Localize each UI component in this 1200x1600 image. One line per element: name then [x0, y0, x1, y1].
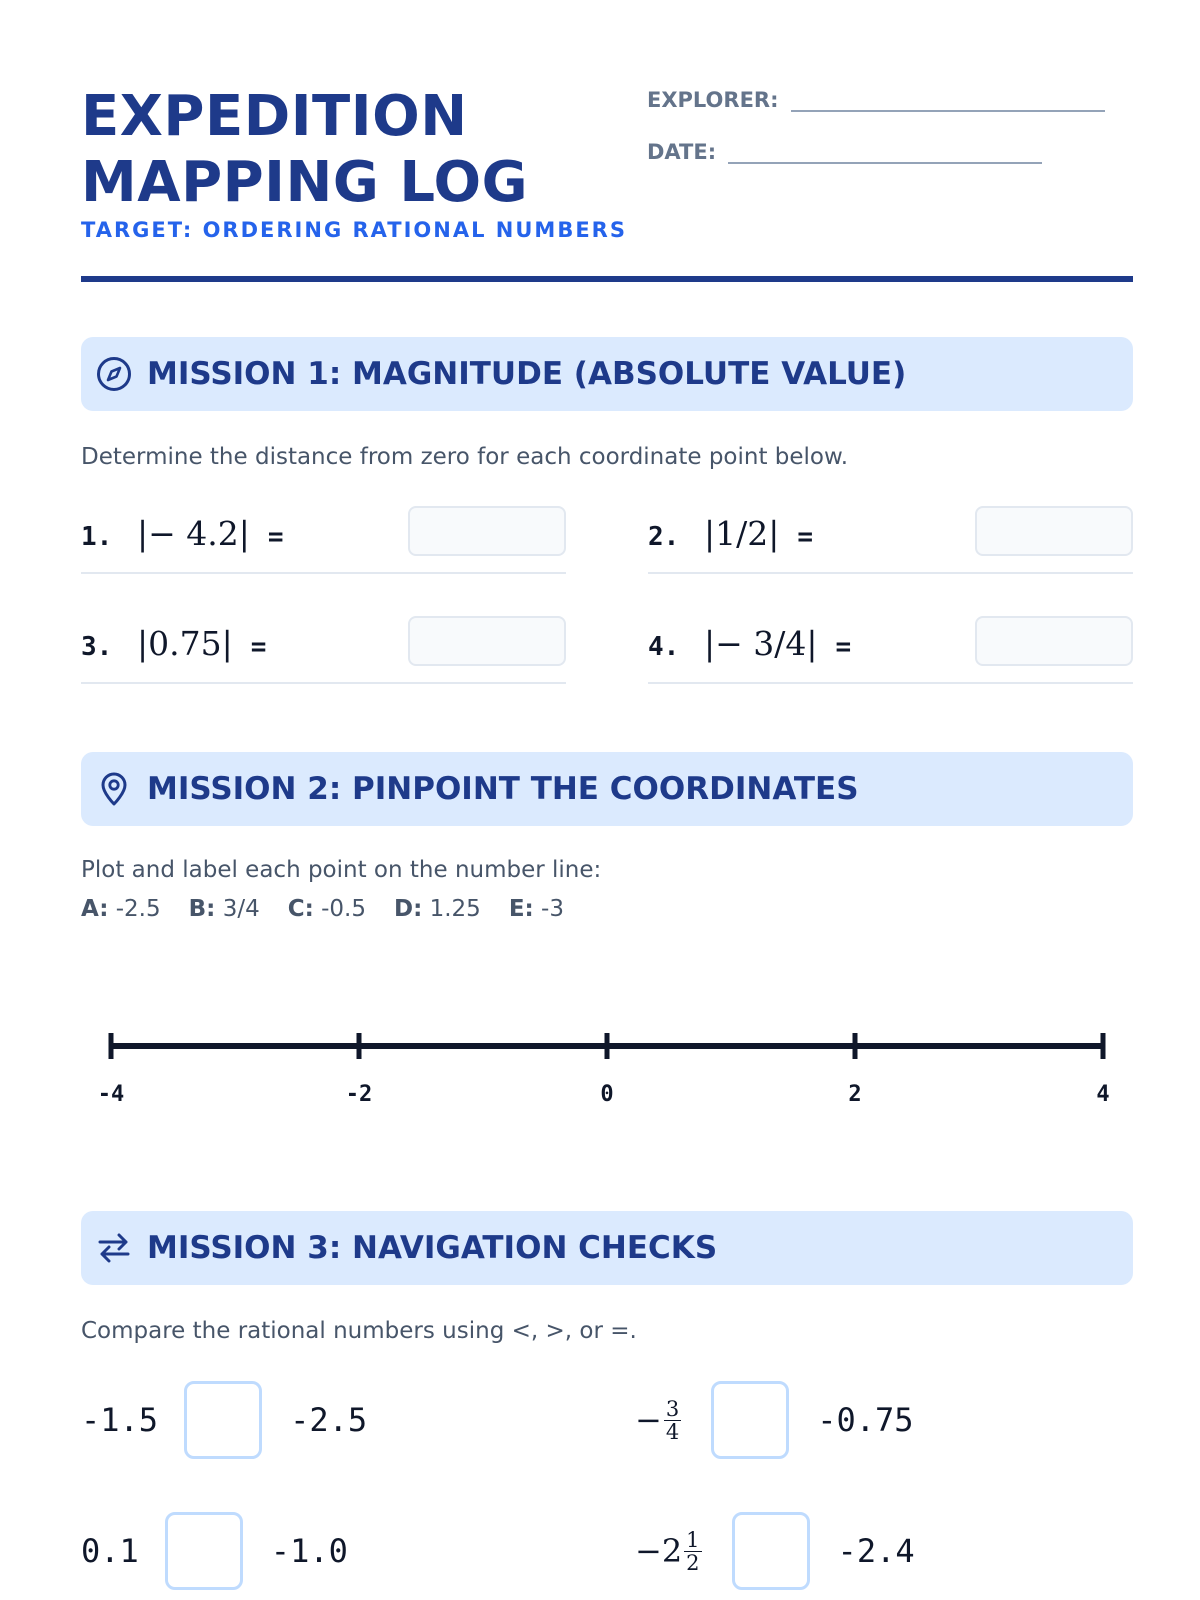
- point-c: [288, 896, 366, 922]
- point-value: 1.25: [429, 896, 481, 922]
- number-line-tick-label: -4: [97, 1082, 125, 1107]
- number-line[interactable]: [81, 1010, 1133, 1120]
- answer-box[interactable]: [408, 506, 566, 556]
- problem-expression: [137, 514, 284, 553]
- point-value: -0.5: [321, 896, 366, 922]
- points-list: [81, 896, 592, 922]
- number-line-tick-label: -2: [345, 1082, 373, 1107]
- answer-box[interactable]: [975, 616, 1133, 666]
- compare-answer-box[interactable]: [732, 1512, 810, 1590]
- point-value: 3/4: [222, 896, 260, 922]
- header-divider: [81, 276, 1133, 282]
- mission-3-banner: [81, 1211, 1133, 1285]
- mission-3-instructions: Compare the rational numbers using <, >, or =.: [81, 1318, 637, 1344]
- fraction-denominator: 2: [686, 1550, 700, 1575]
- comparison-2: [635, 1380, 914, 1460]
- equals-sign: =: [797, 522, 814, 552]
- right-value: -2.4: [837, 1532, 915, 1570]
- problem-number: 4.: [648, 632, 680, 662]
- left-fraction: [635, 1398, 681, 1443]
- point-value: -2.5: [115, 896, 161, 922]
- expression-text: |− 4.2|: [137, 514, 250, 553]
- comparison-1: [81, 1380, 367, 1460]
- problem-expression: [137, 624, 266, 663]
- date-field[interactable]: [728, 136, 1042, 164]
- date-label: DATE:: [647, 140, 717, 164]
- problem-expression: [704, 514, 813, 553]
- page-subtitle: TARGET: ORDERING RATIONAL NUMBERS: [81, 218, 627, 242]
- problem-2: [648, 506, 1133, 574]
- date-row: [647, 136, 1042, 164]
- fraction-stack: [684, 1529, 701, 1574]
- point-label: A:: [81, 896, 109, 922]
- mission-2-instructions: Plot and label each point on the number line:: [81, 857, 602, 883]
- point-b: [189, 896, 260, 922]
- problem-3: [81, 616, 566, 684]
- number-line-tick-label: 2: [848, 1082, 862, 1107]
- compare-answer-box[interactable]: [165, 1512, 243, 1590]
- compare-answer-box[interactable]: [711, 1381, 789, 1459]
- number-line-tick-label: 0: [600, 1082, 614, 1107]
- mission-2-title: MISSION 2: PINPOINT THE COORDINATES: [147, 771, 859, 807]
- fraction-stack: [664, 1398, 681, 1443]
- compass-icon: [95, 355, 133, 393]
- worksheet: [81, 0, 1133, 1600]
- title-line-1: EXPEDITION: [81, 84, 468, 149]
- problem-number: 1.: [81, 522, 113, 552]
- explorer-field[interactable]: [791, 84, 1105, 112]
- expression-text: |0.75|: [137, 624, 233, 663]
- point-label: B:: [188, 896, 216, 922]
- point-e: [509, 896, 564, 922]
- expression-text: |1/2|: [704, 514, 780, 553]
- answer-box[interactable]: [408, 616, 566, 666]
- answer-box[interactable]: [975, 506, 1133, 556]
- map-pin-icon: [95, 770, 133, 808]
- mission-1-instructions: Determine the distance from zero for each coordinate point below.: [81, 444, 849, 470]
- comparison-4: [635, 1511, 915, 1591]
- problem-1: [81, 506, 566, 574]
- point-a: [81, 896, 161, 922]
- fraction-sign: −: [635, 1532, 662, 1570]
- point-d: [394, 896, 481, 922]
- compare-answer-box[interactable]: [184, 1381, 262, 1459]
- mission-3-title: MISSION 3: NAVIGATION CHECKS: [147, 1230, 718, 1266]
- comparison-3: [81, 1511, 348, 1591]
- point-label: D:: [393, 896, 423, 922]
- fraction-numerator: 3: [665, 1396, 680, 1421]
- page-title: [81, 84, 528, 216]
- problem-4: [648, 616, 1133, 684]
- equals-sign: =: [267, 522, 284, 552]
- mission-2-banner: [81, 752, 1133, 826]
- problem-number: 2.: [648, 522, 680, 552]
- title-line-2: MAPPING LOG: [81, 150, 529, 215]
- mission-1-title: MISSION 1: MAGNITUDE (ABSOLUTE VALUE): [147, 356, 907, 392]
- left-value: 0.1: [81, 1532, 139, 1570]
- fraction-sign: −: [635, 1401, 662, 1439]
- left-mixed-number: [635, 1529, 702, 1574]
- right-value: -2.5: [290, 1401, 368, 1439]
- point-value: -3: [541, 896, 564, 922]
- right-value: -0.75: [817, 1401, 914, 1439]
- fraction-whole: 2: [661, 1532, 683, 1570]
- explorer-label: EXPLORER:: [647, 88, 779, 112]
- equals-sign: =: [835, 632, 852, 662]
- left-value: -1.5: [81, 1401, 159, 1439]
- problem-number: 3.: [81, 632, 113, 662]
- point-label: C:: [287, 896, 314, 922]
- point-label: E:: [508, 896, 534, 922]
- explorer-row: [647, 84, 1105, 112]
- swap-arrows-icon: [95, 1229, 133, 1267]
- right-value: -1.0: [270, 1532, 348, 1570]
- fraction-denominator: 4: [665, 1419, 680, 1444]
- number-line-tick-label: 4: [1096, 1082, 1110, 1107]
- fraction-numerator: 1: [686, 1527, 700, 1552]
- expression-text: |− 3/4|: [704, 624, 818, 663]
- mission-1-banner: [81, 337, 1133, 411]
- equals-sign: =: [250, 632, 267, 662]
- problem-expression: [704, 624, 851, 663]
